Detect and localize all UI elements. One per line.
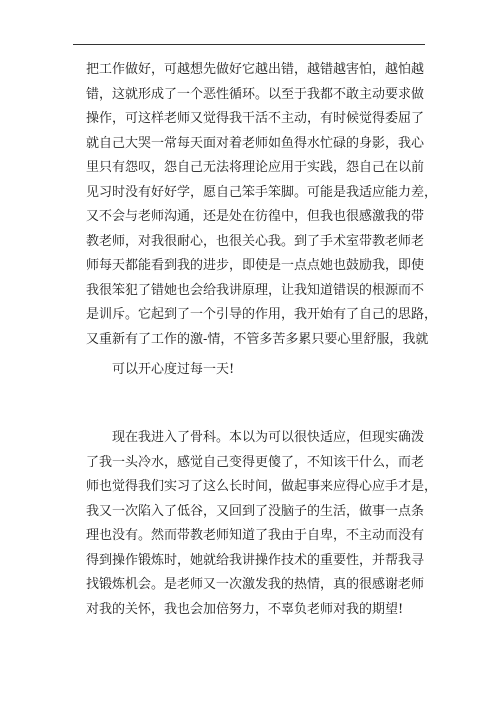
text-line: 错，这就形成了一个恶性循环。以至于我都不敢主动要求做: [86, 86, 425, 102]
text-line: 又重新有了工作的激-情，不管多苦多累只要心里舒服，我就: [86, 331, 429, 347]
text-line: 我很笨犯了错她也会给我讲原理，让我知道错误的根源而不: [86, 282, 425, 298]
text-line: 我又一次陷入了低谷，又回到了没脑子的生活，做事一点条: [86, 503, 425, 519]
text-line: 得到操作锻炼时，她就给我讲操作技术的重要性，并帮我寻: [86, 552, 425, 568]
paragraph-1: [86, 58, 438, 352]
text-line: 找锻炼机会。是老师又一次激发我的热情，真的很感谢老师: [86, 577, 425, 592]
header-rule: [73, 44, 425, 45]
paragraph-2: [86, 358, 416, 383]
text-line: 又不会与老师沟通，还是处在彷徨中，但我也很感激我的带: [86, 209, 425, 224]
paragraph-3: [86, 426, 438, 622]
text-line: 师也觉得我们实习了这么长时间，做起事来应得心应手才是，: [86, 479, 438, 494]
text-line: 了我一头冷水，感觉自己变得更傻了，不知该干什么，而老: [86, 454, 425, 470]
text-line: 对我的关怀，我也会加倍努力，不辜负老师对我的期望!: [86, 601, 404, 617]
text-line: 可以开心度过每一天!: [112, 362, 235, 377]
text-line: 教老师，对我很耐心，也很关心我。到了手术室带教老师老: [86, 233, 425, 249]
text-line: 见习时没有好好学，愿自己笨手笨脚。可能是我适应能力差，: [86, 184, 438, 200]
text-line: 把工作做好，可越想先做好它越出错，越错越害怕，越怕越: [86, 62, 425, 77]
text-line: 就自己大哭一常每天面对着老师如鱼得水忙碌的身影，我心: [86, 135, 425, 151]
text-line: 里只有怨叹，怨自己无法将理论应用于实践，怨自己在以前: [86, 160, 425, 175]
text-line: 师每天都能看到我的进步，即使是一点点她也鼓励我，即使: [86, 258, 425, 273]
text-line: 操作，可这样老师又觉得我干活不主动，有时候觉得委屈了: [86, 111, 425, 126]
text-line: 是训斥。它起到了一个引导的作用，我开始有了自己的思路，: [86, 307, 438, 322]
text-line: 理也没有。然而带教老师知道了我由于自卑，不主动而没有: [86, 528, 425, 543]
text-line: 现在我进入了骨科。本以为可以很快适应，但现实确泼: [112, 430, 425, 445]
